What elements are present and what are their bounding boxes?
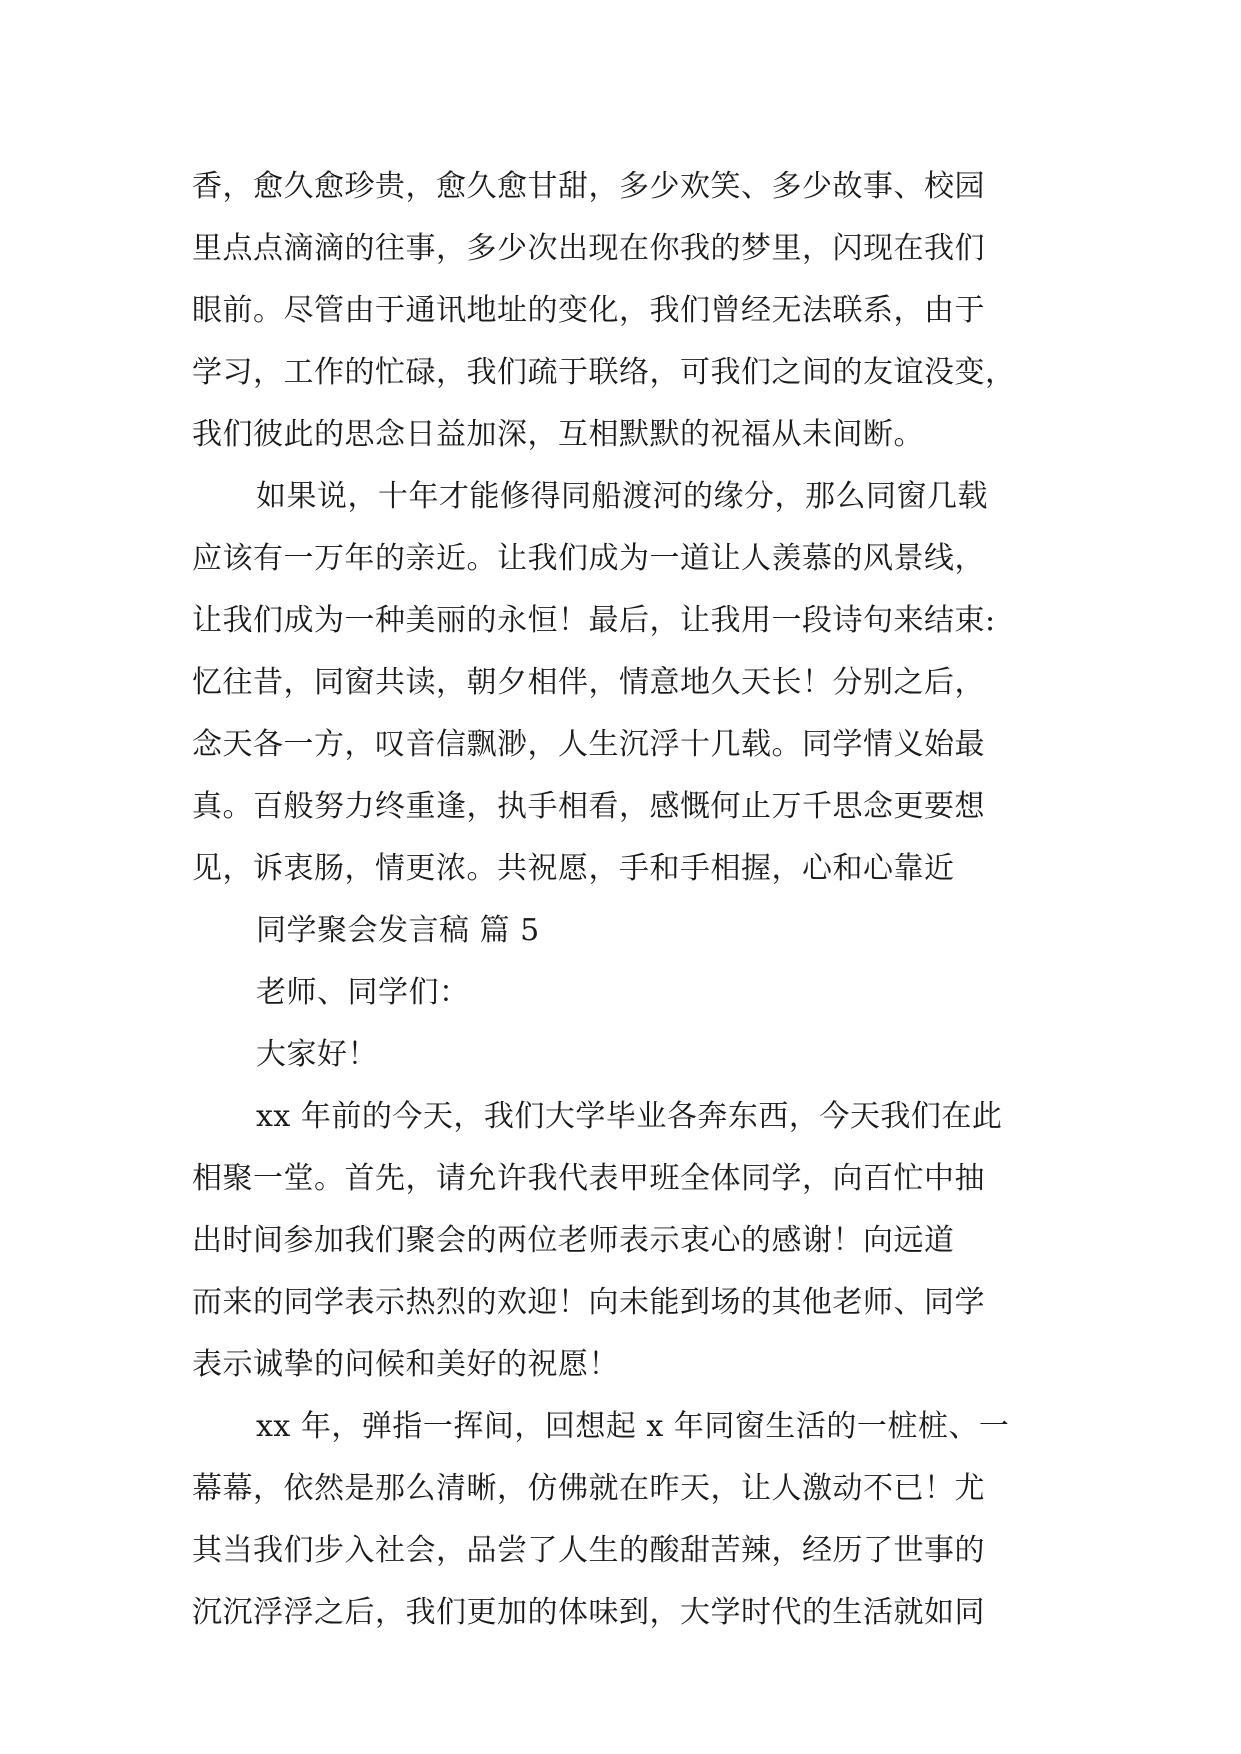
paragraph-start-line: xx 年，弹指一挥间，回想起 x 年同窗生活的一桩桩、一 <box>256 1409 1010 1444</box>
text-line: 而来的同学表示热烈的欢迎！向未能到场的其他老师、同学 <box>192 1285 985 1320</box>
text-line: 见，诉衷肠，情更浓。共祝愿，手和手相握，心和心靠近 <box>192 851 955 886</box>
text-line: 念天各一方，叹音信飘渺，人生沉浮十几载。同学情义始最 <box>192 727 985 762</box>
text-line: 出时间参加我们聚会的两位老师表示衷心的感谢！向远道 <box>192 1223 955 1258</box>
text-line: 幕幕，依然是那么清晰，仿佛就在昨天，让人激动不已！尤 <box>192 1471 985 1506</box>
text-line: 应该有一万年的亲近。让我们成为一道让人羡慕的风景线， <box>192 541 985 576</box>
text-line: 里点点滴滴的往事，多少次出现在你我的梦里，闪现在我们 <box>192 231 985 266</box>
text-line: 学习，工作的忙碌，我们疏于联络，可我们之间的友谊没变， <box>192 355 1016 390</box>
text-line: 表示诚挚的问候和美好的祝愿！ <box>192 1347 619 1382</box>
greeting: 大家好！ <box>256 1037 378 1072</box>
text-line: 真。百般努力终重逢，执手相看，感慨何止万千思念更要想 <box>192 789 985 824</box>
text-line: 我们彼此的思念日益加深，互相默默的祝福从未间断。 <box>192 417 924 452</box>
text-line: 其当我们步入社会，品尝了人生的酸甜苦辣，经历了世事的 <box>192 1533 985 1568</box>
text-line: 忆往昔，同窗共读，朝夕相伴，情意地久天长！分别之后， <box>192 665 985 700</box>
section-heading: 同学聚会发言稿 篇 5 <box>256 913 540 948</box>
paragraph-start-line: 如果说，十年才能修得同船渡河的缘分，那么同窗几载 <box>256 479 988 514</box>
text-line: 香，愈久愈珍贵，愈久愈甘甜，多少欢笑、多少故事、校园 <box>192 169 985 204</box>
text-line: 相聚一堂。首先，请允许我代表甲班全体同学，向百忙中抽 <box>192 1161 985 1196</box>
text-line: 沉沉浮浮之后，我们更加的体味到，大学时代的生活就如同 <box>192 1595 985 1630</box>
text-line: 眼前。尽管由于通讯地址的变化，我们曾经无法联系，由于 <box>192 293 985 328</box>
text-line: 让我们成为一种美丽的永恒！最后，让我用一段诗句来结束: <box>192 603 996 638</box>
salutation: 老师、同学们： <box>256 975 470 1010</box>
paragraph-start-line: xx 年前的今天，我们大学毕业各奔东西，今天我们在此 <box>256 1099 1003 1134</box>
